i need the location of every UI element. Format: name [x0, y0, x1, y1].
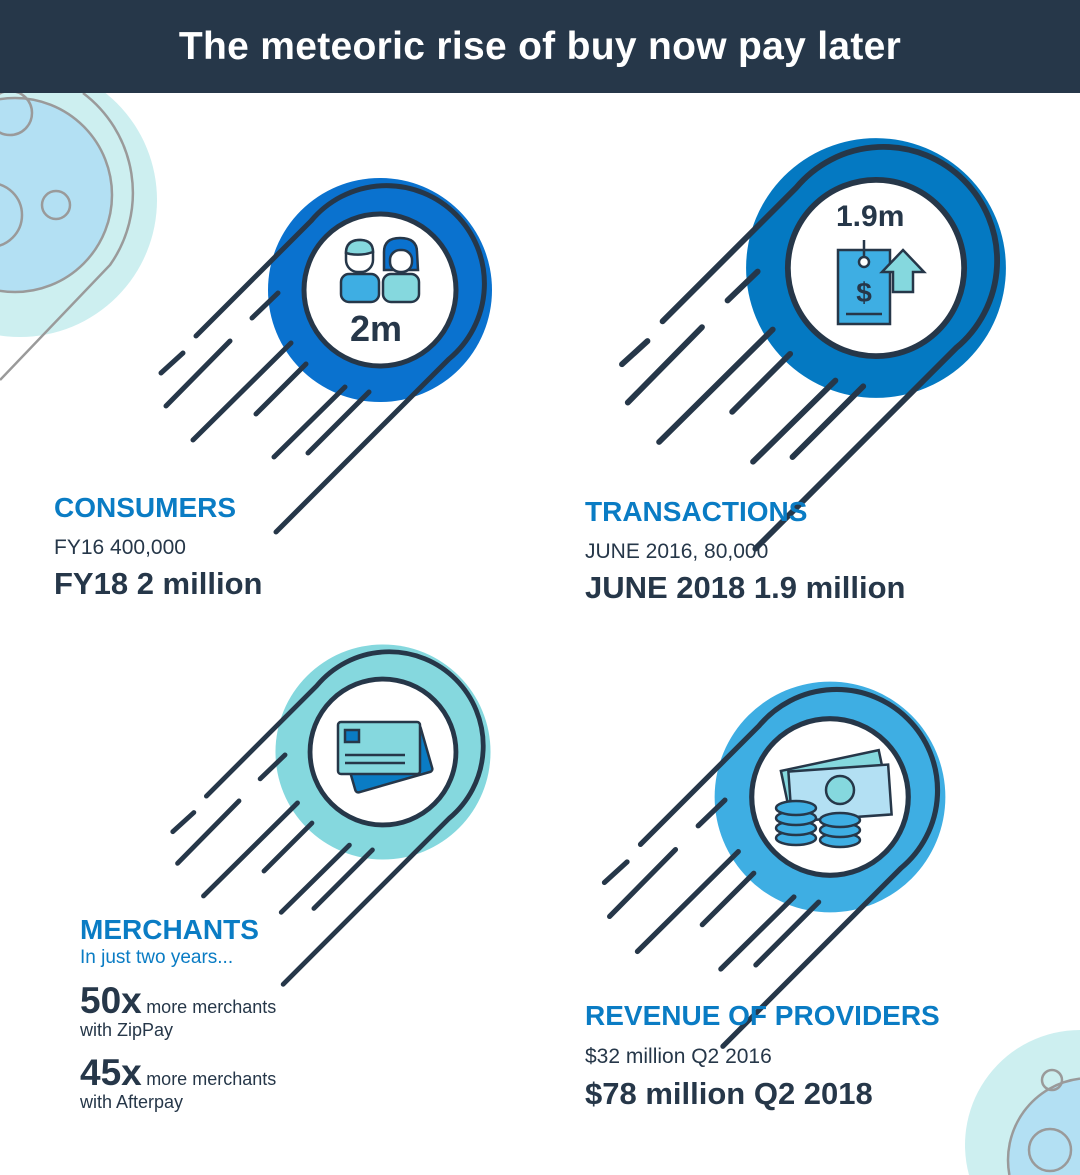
planet-bottom-right [965, 1030, 1080, 1175]
consumers-after: FY18 2 million [54, 566, 263, 601]
header-bar [0, 0, 1080, 93]
revenue-after: $78 million Q2 2018 [585, 1076, 873, 1111]
transactions-after: JUNE 2018 1.9 million [585, 570, 906, 605]
consumers-heading: CONSUMERS [54, 492, 237, 523]
comet-streak [628, 327, 702, 402]
transactions-comet [622, 138, 1006, 549]
comet-streak [604, 862, 627, 883]
stat-provider-zippay: with ZipPay [80, 1020, 174, 1040]
planet-top-left [0, 63, 157, 380]
comet-streak [753, 381, 835, 462]
comet-streak [178, 801, 239, 863]
comet-streak [622, 341, 648, 364]
stat-text: more merchants [146, 997, 277, 1017]
merchants-subheading: In just two years... [80, 947, 234, 968]
comet-streak [792, 386, 863, 457]
transactions-before: JUNE 2016, 80,000 [585, 540, 769, 563]
stat-provider-afterpay: with Afterpay [80, 1092, 184, 1112]
page-title: The meteoric rise of buy now pay later [178, 24, 902, 68]
consumers-badge: 2m [350, 308, 403, 349]
comet-streak [173, 812, 194, 831]
comet-streak [721, 897, 794, 969]
comet-streak [756, 902, 819, 965]
comet-streak [274, 387, 345, 457]
stat-value: 45x [80, 1052, 142, 1093]
consumers-before: FY16 400,000 [54, 536, 186, 559]
revenue-comet [604, 682, 945, 1047]
comet-streak [308, 392, 369, 453]
svg-text:$: $ [856, 277, 872, 308]
consumers-comet [161, 178, 492, 532]
transactions-badge: 1.9m [836, 200, 905, 233]
merchants-stat-zippay [80, 980, 276, 1022]
comet-streak [161, 353, 183, 373]
revenue-heading: REVENUE OF PROVIDERS [585, 1000, 940, 1031]
merchants-stat-afterpay [80, 1052, 276, 1094]
comet-streak [166, 341, 230, 406]
transactions-heading: TRANSACTIONS [585, 496, 808, 527]
stat-text: more merchants [146, 1069, 277, 1089]
merchants-heading: MERCHANTS [80, 914, 259, 945]
comet-streak [281, 845, 349, 912]
comet-streak [610, 850, 676, 917]
stat-value: 50x [80, 980, 142, 1021]
comet-streak [314, 850, 373, 909]
revenue-before: $32 million Q2 2016 [585, 1045, 772, 1068]
